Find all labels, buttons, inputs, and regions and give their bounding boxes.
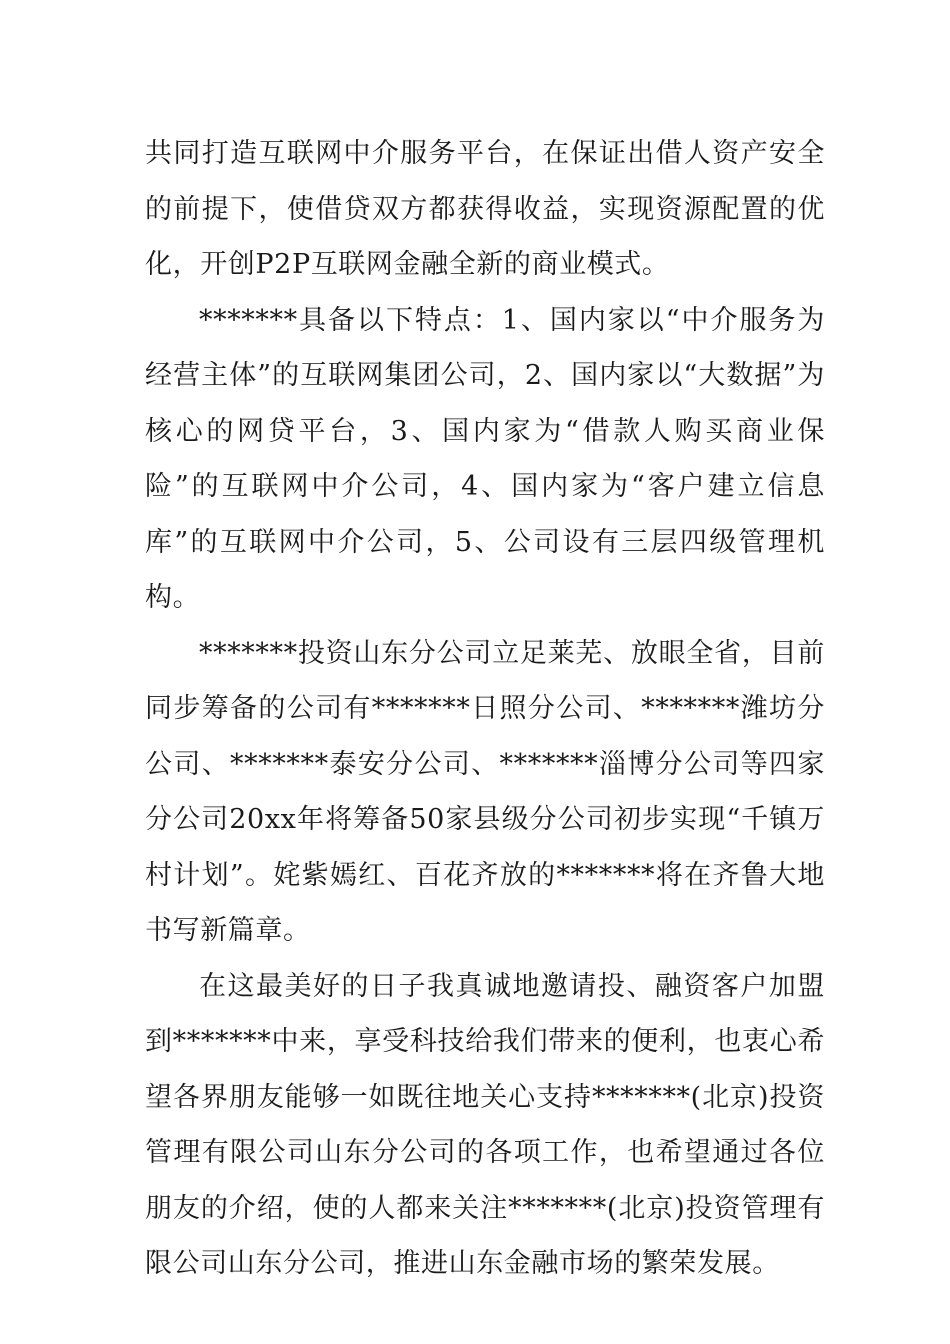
document-body [145,126,825,1292]
paragraph-branches: *******投资山东分公司立足莱芜、放眼全省，目前同步筹备的公司有*******日照分公司、*******潍坊分公司、*******泰安分公司、*******淄博分公司等四家分公司20xx年将筹备50家县级分公司初步实现“千镇万村计划”。姹紫嫣红、百花齐放的*******将在齐鲁大地书写新篇章。 [145,637,825,946]
paragraph-invitation: 在这最美好的日子我真诚地邀请投、融资客户加盟到*******中来，享受科技给我们带来的便利，也衷心希望各界朋友能够一如既往地关心支持*******(北京)投资管理有限公司山东分公司的各项工作，也希望通过各位朋友的介绍，使的人都来关注*******(北京)投资管理有限公司山东分公司，推进山东金融市场的繁荣发展。 [145,970,825,1279]
paragraph-features: *******具备以下特点：1、国内家以“中介服务为经营主体”的互联网集团公司，2、国内家以“大数据”为核心的网贷平台，3、国内家为“借款人购买商业保险”的互联网中介公司，4、国内家为“客户建立信息库”的互联网中介公司，5、公司设有三层四级管理机构。 [145,304,825,613]
paragraph-continuation: 共同打造互联网中介服务平台，在保证出借人资产安全的前提下，使借贷双方都获得收益，实现资源配置的优化，开创P2P互联网金融全新的商业模式。 [145,138,825,280]
